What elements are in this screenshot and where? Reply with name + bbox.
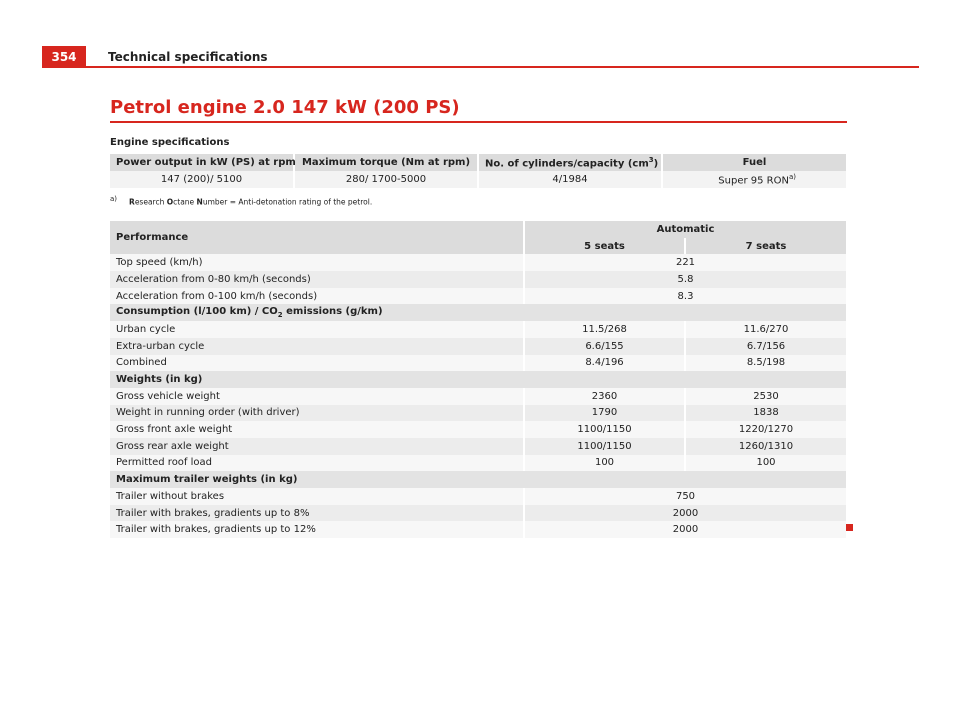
footnote: $^{a)}$ Research Octane Number = Anti-detonation rating of the petrol. [110,195,373,207]
table-row: Extra-urban cycle 6.6/155 6.7/156 [110,338,847,355]
table-row: Gross rear axle weight 1100/1150 1260/1310 [110,438,847,455]
power-output-value: 147 (200)/ 5100 [110,171,294,188]
cylinders-capacity-value: 4/1984 [478,171,662,188]
table-row: Gross vehicle weight 2360 2530 [110,388,847,405]
table-row: Gross front axle weight 1100/1150 1220/1270 [110,421,847,438]
engine-value-row [110,171,847,188]
trailer-heading-row: Maximum trailer weights (in kg) [110,471,847,488]
table-row: Acceleration from 0-80 km/h (seconds) 5.8 [110,271,847,288]
table-row: Permitted roof load 100 100 [110,455,847,472]
table-row: Acceleration from 0-100 km/h (seconds) 8.3 [110,288,847,305]
performance-table [110,221,848,538]
engine-header-row [110,154,847,171]
header-title: Technical specifications [108,50,268,64]
column-fuel: Fuel [662,154,847,171]
automatic-header: Automatic [524,221,847,238]
engine-specifications-heading: Engine specifications [110,137,230,148]
section-title: Petrol engine 2.0 147 kW (200 PS) [110,97,460,118]
column-5-seats: 5 seats [524,238,685,255]
weights-heading-row: Weights (in kg) [110,371,847,388]
table-row: Weight in running order (with driver) 1790 1838 [110,405,847,422]
engine-specifications-table [110,154,848,188]
table-row: Trailer with brakes, gradients up to 12% 2000 [110,521,847,538]
table-row: Trailer without brakes 750 [110,488,847,505]
column-power-output: Power output in kW (PS) at rpm [110,154,294,171]
column-7-seats: 7 seats [685,238,847,255]
header-rule [86,66,919,68]
performance-label: Performance [110,221,524,254]
title-rule [110,121,847,123]
max-torque-value: 280/ 1700-5000 [294,171,478,188]
fuel-value: Super 95 RON$^{a)}$ [662,171,847,188]
end-of-section-marker [846,524,853,531]
page-number: 354 [42,46,86,68]
column-max-torque: Maximum torque (Nm at rpm) [294,154,478,171]
consumption-heading-row: Consumption (l/100 $km) / CO_2$ emissions (g/km) [110,304,847,321]
performance-header-row [110,221,847,238]
table-row: Urban cycle 11.5/268 11.6/270 [110,321,847,338]
footnote-mark: a) [110,195,118,203]
table-row: Trailer with brakes, gradients up to 8% 2000 [110,505,847,522]
table-row: Top speed (km/h) 221 [110,254,847,271]
column-cylinders-capacity: No. of cylinders/capacity $(cm^3)$ [478,154,662,171]
table-row: Combined 8.4/196 8.5/198 [110,355,847,372]
